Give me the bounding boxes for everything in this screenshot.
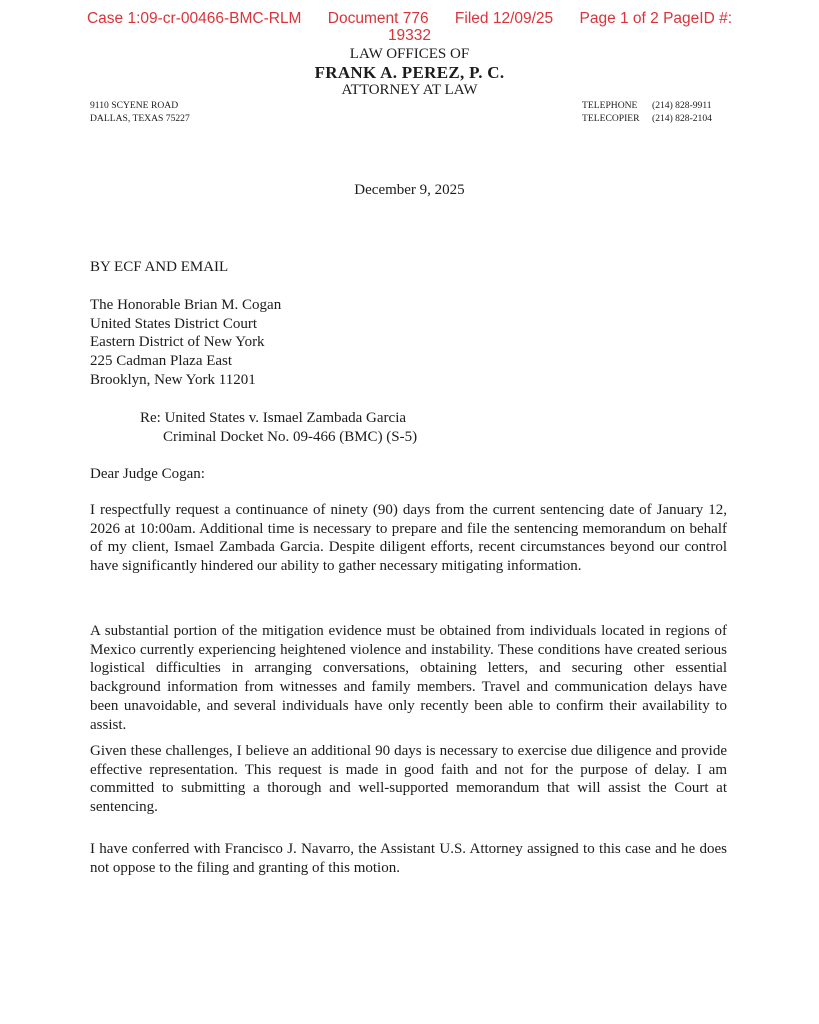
page-info: Page 1 of 2 PageID #: [579, 10, 733, 27]
filed-date: Filed 12/09/25 [454, 10, 554, 27]
body-paragraph: A substantial portion of the mitigation evidence must be obtained from individuals located in regions of Mexico currently experiencing heightened violence and instability. These conditions have created serious logistical difficulties in arranging conversations, obtaining letters, and securing other essential background information from witnesses and family members. Travel and communication delays have been unavoidable, and several individuals have only recently been able to confirm their availability to assist. [90, 623, 727, 733]
recipient-line: Brooklyn, New York 11201 [90, 371, 256, 388]
address-street: 9110 SCYENE ROAD [90, 100, 179, 111]
firm-contact [582, 99, 712, 125]
document-number: Document 776 [327, 10, 429, 27]
case-number: Case 1:09-cr-00466-BMC-RLM [86, 10, 302, 27]
letter-date: December 9, 2025 [354, 182, 465, 198]
re-block [140, 409, 417, 446]
letterhead-attorney: ATTORNEY AT LAW [341, 82, 478, 98]
address-city: DALLAS, TEXAS 75227 [90, 113, 190, 124]
recipient-block [90, 296, 281, 390]
telephone-number: (214) 828-9911 [652, 100, 712, 111]
telephone-label: TELEPHONE [582, 100, 638, 111]
ecf-filing-header [0, 10, 819, 44]
firm-address [90, 99, 190, 125]
telecopier-label: TELECOPIER [582, 113, 640, 124]
letterhead-law-offices: LAW OFFICES OF [349, 46, 470, 62]
telecopier-number: (214) 828-2104 [652, 113, 712, 124]
body-paragraph: Given these challenges, I believe an additional 90 days is necessary to exercise due diligence and provide effective representation. This request is made in good faith and not for the purpose of delay. I am committed to submitting a thorough and well-supported memorandum that will assist the Court at sentencing. [90, 743, 727, 816]
salutation: Dear Judge Cogan: [90, 466, 205, 482]
delivery-method: BY ECF AND EMAIL [90, 259, 229, 275]
recipient-line: Eastern District of New York [90, 334, 265, 351]
body-paragraph: I have conferred with Francisco J. Navarro, the Assistant U.S. Attorney assigned to this case and he does not oppose to the filing and granting of this motion. [90, 841, 727, 876]
recipient-line: United States District Court [90, 315, 258, 332]
letterhead-firm-name: FRANK A. PEREZ, P. C. [314, 63, 505, 82]
body-paragraph: I respectfully request a continuance of ninety (90) days from the current sentencing date of January 12, 2026 at 10:00am. Additional time is necessary to prepare and file the sentencing memorandum on behalf of my client, Ismael Zambada Garcia. Despite diligent efforts, recent circumstances beyond our control have significantly hindered our ability to gather necessary mitigating information. [90, 502, 727, 575]
recipient-line: The Honorable Brian M. Cogan [90, 297, 282, 313]
recipient-line: 225 Cadman Plaza East [90, 353, 233, 370]
page-id: 19332 [387, 27, 432, 44]
re-docket: Criminal Docket No. 09-466 (BMC) (S-5) [163, 428, 418, 445]
re-case-title: Re: United States v. Ismael Zambada Garcia [140, 410, 407, 426]
